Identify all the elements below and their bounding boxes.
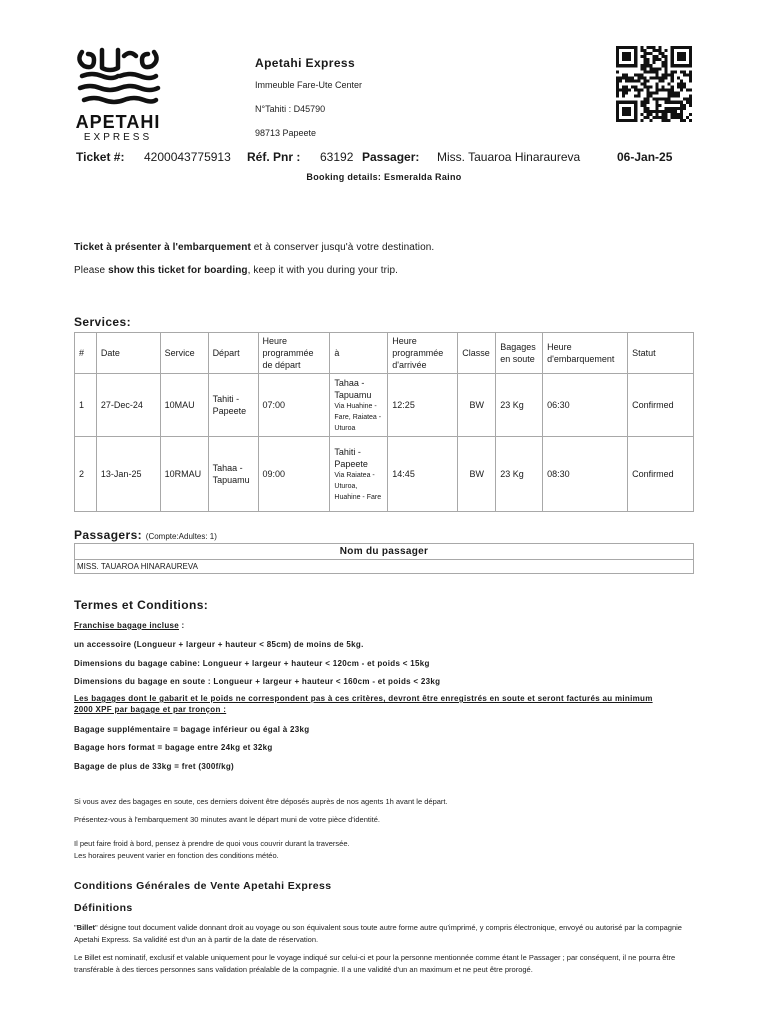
col-header: Heure programmée de départ (258, 333, 330, 374)
terms-hors-format: Bagage hors format = bagage entre 24kg et 32kg (74, 743, 273, 752)
destination-name: Tahiti - Papeete (334, 446, 368, 469)
terms-cabine: Dimensions du bagage cabine: Longueur + largeur + hauteur < 120cm - et poids < 15kg (74, 659, 430, 668)
terms-gabarit: Les bagages dont le gabarit et le poids ne correspondent pas à ces critères, devront être enregistrés en soute et seront facturés au minimum 2000 XPF par bagage et par tronçon : (74, 694, 653, 714)
passenger-label: Passager: (362, 150, 420, 164)
qr-code-icon (616, 46, 692, 122)
company-tahiti-number: N°Tahiti : D45790 (255, 104, 326, 114)
services-table (74, 332, 694, 512)
cell-status: Confirmed (628, 437, 694, 512)
col-header: Statut (628, 333, 694, 374)
cell-num: 1 (75, 374, 97, 437)
billet-definition (74, 922, 704, 946)
cell-status: Confirmed (628, 374, 694, 437)
terms-title: Termes et Conditions: (74, 598, 209, 612)
notice-en-pre: Please (74, 265, 109, 276)
col-header: Bagages en soute (496, 333, 543, 374)
col-header: Nom du passager (75, 544, 694, 560)
company-address2: 98713 Papeete (255, 128, 317, 138)
info-froid: Il peut faire froid à bord, pensez à prendre de quoi vous couvrir durant la traversée. (74, 839, 350, 848)
table-row (75, 374, 694, 437)
passengers-title: Passagers: (74, 528, 143, 542)
col-header: à (330, 333, 388, 374)
destination-name: Tahaa - Tapuamu (334, 377, 372, 400)
destination-via: Via Raiatea - Uturoa, Huahine - Fare (334, 471, 382, 501)
col-header: Service (160, 333, 208, 374)
col-header: # (75, 333, 97, 374)
qr-finder-center (622, 107, 631, 116)
billet-quote: " (74, 923, 77, 932)
terms-soute: Dimensions du bagage en soute : Longueur + largeur + hauteur < 160cm - et poids < 23kg (74, 677, 441, 686)
col-header: Départ (208, 333, 258, 374)
passenger-name: Miss. Tauaroa Hinaraureva (437, 150, 581, 164)
cell-service: 10RMAU (160, 437, 208, 512)
booking-details: Booking details: Esmeralda Raino (306, 172, 462, 182)
company-info (255, 56, 362, 152)
terms-supplementaire: Bagage supplémentaire = bagage inférieur ou égal à 23kg (74, 725, 310, 734)
billet-word: Billet (76, 923, 96, 932)
franchise-line (74, 620, 694, 631)
passengers-heading (74, 528, 217, 542)
cell-boarding: 06:30 (543, 374, 628, 437)
billet-rest: " désigne tout document valide donnant droit au voyage ou son équivalent sous toute autre forme autre qu'imprimé, y compris électronique, envoyé ou autorisé par la compagnie Apetahi Express. Sa validité est d'un an à partir de la date de réservation. (74, 923, 682, 944)
cell-depart: Tahiti - Papeete (208, 374, 258, 437)
cell-baggage: 23 Kg (496, 374, 543, 437)
logo-wordmark: APETAHI (75, 112, 161, 132)
company-name: Apetahi Express (255, 56, 356, 70)
notice-en-bold: show this ticket for boarding (108, 265, 248, 276)
cell-arr-time: 12:25 (388, 374, 458, 437)
cell-dep-time: 09:00 (258, 437, 330, 512)
ticket-header-row (76, 150, 696, 166)
cell-class: BW (458, 437, 496, 512)
billet-nominatif: Le Billet est nominatif, exclusif et valable uniquement pour le voyage indiqué sur celui-ci et pour la personne mentionnée comme étant le Passager ; par conséquent, il ne pourra être transférable à des tierces personnes sans validation préalable de la compagnie. Il a une validité d'un an maximum et ne peut être prorogé. (74, 953, 676, 974)
services-header-row (75, 333, 694, 374)
cell-boarding: 08:30 (543, 437, 628, 512)
pnr-label: Réf. Pnr : (247, 150, 301, 164)
logo-mark-icon (74, 46, 162, 112)
col-header: Heure programmée d'arrivée (388, 333, 458, 374)
services-title: Services: (74, 315, 131, 329)
cell-service: 10MAU (160, 374, 208, 437)
cell-depart: Tahaa - Tapuamu (208, 437, 258, 512)
passengers-table (74, 543, 694, 574)
col-header: Classe (458, 333, 496, 374)
cell-destination (330, 437, 388, 512)
issue-date: 06-Jan-25 (617, 150, 673, 164)
passengers-header-row (75, 544, 694, 560)
logo-subtitle: EXPRESS (83, 132, 153, 143)
cell-destination (330, 374, 388, 437)
notice-en-rest: , keep it with you during your trip. (247, 265, 398, 276)
notice-en (74, 265, 398, 276)
cell-baggage: 23 Kg (496, 437, 543, 512)
notice-fr (74, 242, 434, 253)
notice-fr-bold: Ticket à présenter à l'embarquement (74, 242, 251, 253)
cell-class: BW (458, 374, 496, 437)
col-header: Heure d'embarquement (543, 333, 628, 374)
terms-fret: Bagage de plus de 33kg = fret (300f/kg) (74, 762, 234, 771)
ticket-label: Ticket #: (76, 150, 125, 164)
qr-finder-center (677, 52, 686, 61)
franchise-colon: : (179, 621, 185, 630)
qr-finder-center (622, 52, 631, 61)
franchise-label: Franchise bagage incluse (74, 621, 180, 630)
ticket-number: 4200043775913 (144, 150, 231, 164)
definitions-title: Définitions (74, 902, 133, 914)
cell-date: 13-Jan-25 (96, 437, 160, 512)
cgv-title: Conditions Générales de Vente Apetahi Express (74, 880, 332, 892)
passenger-name-cell: MISS. TAUAROA HINARAUREVA (75, 560, 694, 574)
col-header: Date (96, 333, 160, 374)
company-address1: Immeuble Fare-Ute Center (255, 80, 363, 90)
notice-fr-rest: et à conserver jusqu'à votre destination. (250, 242, 435, 253)
terms-accessoire: un accessoire (Longueur + largeur + hauteur < 85cm) de moins de 5kg. (74, 640, 364, 649)
info-horaires: Les horaires peuvent varier en fonction des conditions météo. (74, 851, 279, 860)
info-soute: Si vous avez des bagages en soute, ces derniers doivent être déposés auprès de nos agents 1h avant le départ. (74, 797, 448, 806)
destination-via: Via Huahine - Fare, Raiatea - Uturoa (334, 402, 382, 432)
cell-date: 27-Dec-24 (96, 374, 160, 437)
cell-num: 2 (75, 437, 97, 512)
table-row (75, 560, 694, 574)
passenger-count: (Compte:Adultes: 1) (145, 532, 217, 541)
cell-arr-time: 14:45 (388, 437, 458, 512)
info-presentez: Présentez-vous à l'embarquement 30 minutes avant le départ muni de votre pièce d'identité. (74, 815, 380, 824)
pnr-value: 63192 (320, 150, 354, 164)
cell-dep-time: 07:00 (258, 374, 330, 437)
table-row (75, 437, 694, 512)
